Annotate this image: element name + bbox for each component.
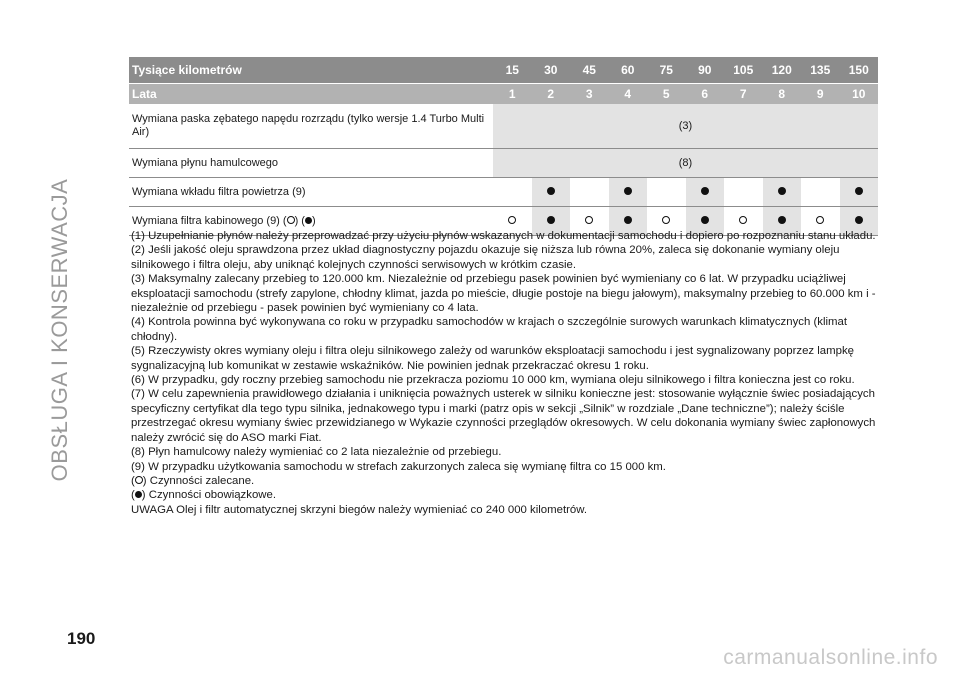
- year-header-cell: 5: [647, 84, 686, 105]
- table-row: [129, 178, 878, 207]
- recommended-ring-icon: [135, 476, 143, 484]
- mandatory-dot-icon: [135, 491, 142, 498]
- footnote: (2) Jeśli jakość oleju sprawdzona przez układ diagnostyczny pojazdu okazuje się niższa lub równa 20%, zaleca się dokonanie wymiany oleju silnikowego i filtra oleju, aby uniknąć kolejnych czynności serwisowych w krótkim czasie.: [131, 244, 840, 271]
- footer-note: UWAGA Olej i filtr automatycznej skrzyni biegów należy wymieniać co 240 000 kilometrów.: [131, 503, 588, 516]
- footnote: (9) W przypadku użytkowania samochodu w strefach zakurzonych zaleca się wymianę filtra co 15 000 km.: [131, 460, 666, 473]
- mandatory-dot-icon: [547, 187, 555, 195]
- footnote: (8) Płyn hamulcowy należy wymieniać co 2 lata niezależnie od przebiegu.: [131, 446, 502, 459]
- legend-paren: (: [131, 489, 135, 502]
- row-description-part: ) (: [294, 214, 305, 227]
- km-header-cell: 60: [609, 57, 648, 84]
- km-header-cell: 135: [801, 57, 840, 84]
- schedule-cell: [493, 178, 532, 207]
- mandatory-dot-icon: [778, 216, 786, 224]
- recommended-ring-icon: [739, 216, 747, 224]
- table-row: [129, 104, 878, 149]
- schedule-cell: [609, 178, 648, 207]
- year-header-cell: 7: [724, 84, 763, 105]
- year-header-cell: 8: [763, 84, 802, 105]
- km-header-cell: 120: [763, 57, 802, 84]
- section-title-text: OBSŁUGA I KONSERWACJA: [47, 178, 72, 482]
- page-number: 190: [67, 629, 96, 648]
- year-header-cell: 3: [570, 84, 609, 105]
- schedule-cell: [647, 178, 686, 207]
- mandatory-dot-icon: [305, 217, 312, 224]
- row-span-note: (8): [493, 149, 878, 178]
- years-header-row: [129, 84, 878, 105]
- footnote: (7) W celu zapewnienia prawidłowego działania i uniknięcia poważnych usterek w silniku konieczne jest: stosowanie wyłącznie świec posiadających specyficzny certyfikat dla tego typu silnika, jednakowego typu i marki (patrz opis w sekcji „Silnik” w rozdziale „Dane techniczne”); należy ściśle przestrzegać okresu wymiany świec przewidzianego w Wykazie czynności przeglądów okresowych. W celu dokonania wymiany świec zapłonowych należy zwrócić się do ASO marki Fiat.: [131, 388, 876, 444]
- footnote: (3) Maksymalny zalecany przebieg to 120.000 km. Niezależnie od przebiegu pasek powinien być wymieniany co 6 lat. W przypadku uciążliwej eksploatacji samochodu (strefy zapylone, chłodny klimat, jazda po mieście, długie postoje na biegu jałowym), maksymalny przebieg to 60.000 km i - niezależnie od przebiegu - pasek powinien być wymieniany co 4 lata.: [131, 273, 876, 315]
- years-header-label: Lata: [129, 84, 493, 105]
- row-description: Wymiana paska zębatego napędu rozrządu (tylko wersje 1.4 Turbo Multi Air): [129, 104, 493, 149]
- footnote: (4) Kontrola powinna być wykonywana co roku w przypadku samochodów w krajach o szczególnie surowych warunkach klimatycznych (klimat chłodny).: [131, 316, 848, 343]
- legend-paren: (: [131, 474, 135, 487]
- km-header-cell: 150: [840, 57, 879, 84]
- footnote: (5) Rzeczywisty okres wymiany oleju i filtra oleju silnikowego zależy od warunków eksploatacji samochodu i jest sygnalizowany poprzez lampkę sygnalizacyjną lub komunikat w zestawie wskaźników. Nie powinien jednak przekraczać okresu 1 roku.: [131, 345, 854, 372]
- row-description: Wymiana płynu hamulcowego: [129, 149, 493, 178]
- recommended-ring-icon: [662, 216, 670, 224]
- year-header-cell: 2: [532, 84, 571, 105]
- recommended-ring-icon: [287, 216, 295, 224]
- row-description: Wymiana wkładu filtra powietrza (9): [129, 178, 493, 207]
- recommended-ring-icon: [585, 216, 593, 224]
- legend-text: ) Czynności zalecane.: [142, 474, 255, 487]
- year-header-cell: 9: [801, 84, 840, 105]
- mandatory-dot-icon: [701, 216, 709, 224]
- legend-text: ) Czynności obowiązkowe.: [141, 489, 277, 502]
- mandatory-dot-icon: [701, 187, 709, 195]
- mandatory-dot-icon: [855, 187, 863, 195]
- schedule-cell: [532, 178, 571, 207]
- legend-mandatory: [131, 488, 883, 502]
- km-header-cell: 75: [647, 57, 686, 84]
- recommended-ring-icon: [816, 216, 824, 224]
- mandatory-dot-icon: [624, 187, 632, 195]
- mandatory-dot-icon: [855, 216, 863, 224]
- watermark: carmanualsonline.info: [723, 646, 938, 669]
- footnotes: [131, 229, 883, 517]
- footnote: (6) W przypadku, gdy roczny przebieg samochodu nie przekracza poziomu 10 000 km, wymiana oleju silnikowego i filtra konieczna jest co roku.: [131, 374, 855, 387]
- km-header-cell: 15: [493, 57, 532, 84]
- legend-recommended: [131, 474, 883, 488]
- mandatory-dot-icon: [778, 187, 786, 195]
- year-header-cell: 4: [609, 84, 648, 105]
- recommended-ring-icon: [508, 216, 516, 224]
- row-description-part: Wymiana filtra kabinowego (9) (: [132, 214, 287, 227]
- year-header-cell: 6: [686, 84, 725, 105]
- schedule-cell: [724, 178, 763, 207]
- table-row: [129, 149, 878, 178]
- maintenance-schedule-table: [129, 57, 878, 236]
- km-header-cell: 105: [724, 57, 763, 84]
- km-header-cell: 45: [570, 57, 609, 84]
- km-header-cell: 90: [686, 57, 725, 84]
- row-span-note: (3): [493, 104, 878, 149]
- km-header-row: [129, 57, 878, 84]
- schedule-cell: [686, 178, 725, 207]
- row-description-part: ): [311, 214, 316, 227]
- schedule-cell: [840, 178, 879, 207]
- mandatory-dot-icon: [624, 216, 632, 224]
- year-header-cell: 1: [493, 84, 532, 105]
- mandatory-dot-icon: [547, 216, 555, 224]
- schedule-cell: [570, 178, 609, 207]
- footnote: (1) Uzupełnianie płynów należy przeprowadzać przy użyciu płynów wskazanych w dokumentacji samochodu i dopiero po rozpoznaniu stanu układu.: [131, 230, 876, 242]
- km-header-label: Tysiące kilometrów: [129, 57, 493, 84]
- schedule-cell: [763, 178, 802, 207]
- year-header-cell: 10: [840, 84, 879, 105]
- schedule-cell: [801, 178, 840, 207]
- km-header-cell: 30: [532, 57, 571, 84]
